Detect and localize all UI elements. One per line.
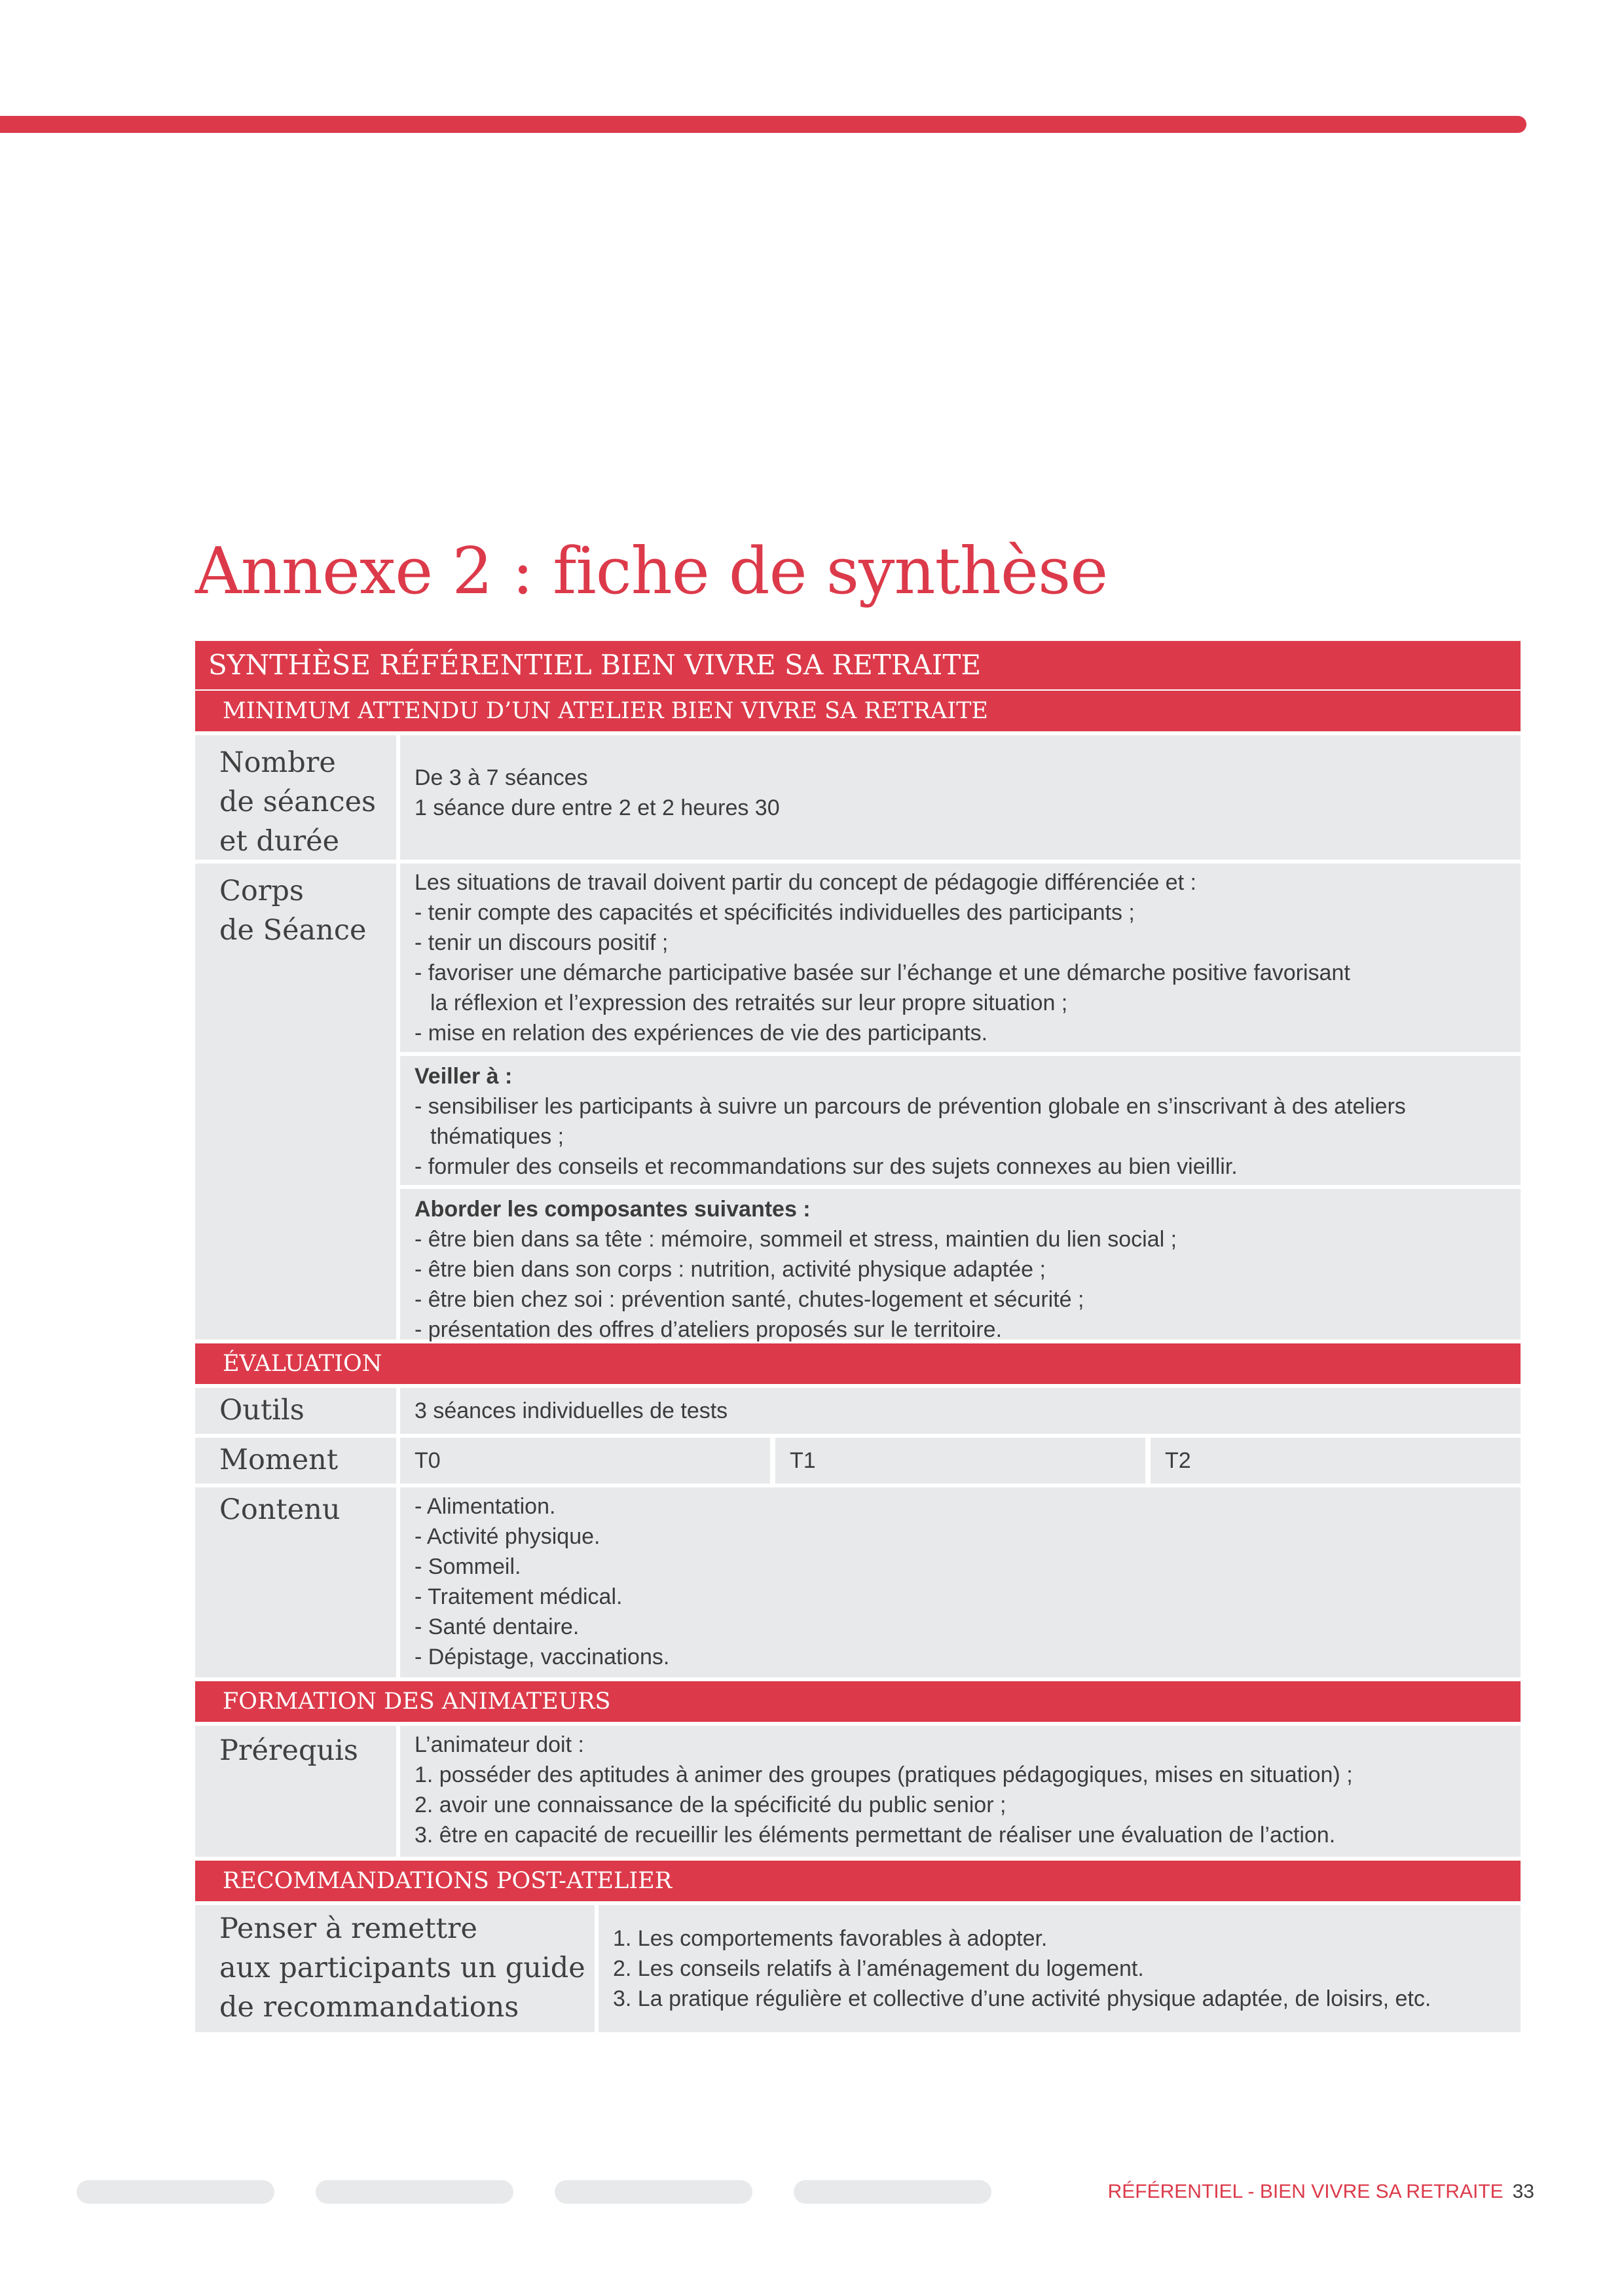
value-line: - formuler des conseils et recommandations sur des sujets connexes au bien vieillir.	[415, 1154, 1238, 1179]
row-value	[599, 1905, 1521, 2032]
footer-title: RÉFÉRENTIEL - BIEN VIVRE SA RETRAITE	[1107, 2181, 1504, 2202]
value-line: 3. être en capacité de recueillir les éléments permettant de réaliser une évaluation de l’action.	[415, 1823, 1336, 1848]
value-line: Les situations de travail doivent partir du concept de pédagogie différenciée et :	[415, 870, 1196, 895]
value-line: - être bien dans sa tête : mémoire, sommeil et stress, maintien du lien social ;	[415, 1227, 1177, 1252]
row-value	[400, 1726, 1521, 1857]
row-label: Outils	[195, 1388, 396, 1434]
value-line: - être bien chez soi : prévention santé, chutes-logement et sécurité ;	[415, 1287, 1084, 1312]
top-accent-bar	[0, 116, 1526, 133]
block-title: Veiller à :	[415, 1064, 513, 1089]
row-nombre-seances	[195, 735, 1521, 860]
value-line: - être bien dans son corps : nutrition, activité physique adaptée ;	[415, 1257, 1046, 1282]
row-label: Moment	[195, 1438, 396, 1484]
moment-t0: T0	[400, 1438, 770, 1484]
value-line: - Traitement médical.	[415, 1584, 623, 1609]
value-line: 1. Les comportements favorables à adopter.	[613, 1926, 1048, 1951]
label-line: Corps	[219, 875, 304, 907]
section-reco-header: RECOMMANDATIONS POST-ATELIER	[195, 1861, 1521, 1901]
value-line: - tenir compte des capacités et spécificités individuelles des participants ;	[415, 900, 1135, 925]
row-label	[195, 735, 396, 860]
row-penser-remettre	[195, 1905, 1521, 2032]
footer	[1108, 2180, 1534, 2204]
row-label: Prérequis	[195, 1726, 396, 1857]
footer-decoration	[77, 2180, 274, 2204]
value-line: - Activité physique.	[415, 1524, 600, 1549]
value-line: 3. La pratique régulière et collective d’une activité physique adaptée, de loisirs, etc.	[613, 1986, 1431, 2011]
value-line: 1. posséder des aptitudes à animer des groupes (pratiques pédagogiques, mises en situation) ;	[415, 1762, 1353, 1787]
value-line: thématiques ;	[430, 1124, 564, 1149]
row-label	[195, 1905, 595, 2032]
value-line: - mise en relation des expériences de vie des participants.	[415, 1021, 988, 1046]
row-label: Contenu	[195, 1487, 396, 1677]
label-line: Nombre	[219, 746, 336, 779]
value-line: De 3 à 7 séances	[415, 765, 588, 790]
moment-values	[400, 1438, 1521, 1484]
value-line: - Sommeil.	[415, 1554, 521, 1579]
value-line: - Alimentation.	[415, 1494, 556, 1519]
section-minimum-header: MINIMUM ATTENDU D’UN ATELIER BIEN VIVRE SA RETRAITE	[195, 691, 1521, 731]
page-title: Annexe 2 : fiche de synthèse	[195, 534, 1108, 609]
footer-decoration	[555, 2180, 752, 2204]
value-line: - favoriser une démarche participative basée sur l’échange et une démarche positive favorisant	[415, 960, 1350, 985]
synthesis-table	[195, 641, 1521, 2032]
value-line: 2. avoir une connaissance de la spécificité du public senior ;	[415, 1793, 1006, 1817]
page-number: 33	[1512, 2181, 1534, 2202]
value-line: la réflexion et l’expression des retraités sur leur propre situation ;	[430, 991, 1068, 1015]
corps-block-aborder	[400, 1189, 1521, 1342]
row-moment	[195, 1438, 1521, 1484]
moment-t2: T2	[1151, 1438, 1521, 1484]
row-corps-seance	[195, 864, 1521, 1342]
row-contenu	[195, 1487, 1521, 1677]
row-value	[400, 735, 1521, 860]
footer-decoration	[794, 2180, 991, 2204]
row-value	[400, 1487, 1521, 1677]
label-line: de recommandations	[219, 1991, 519, 2024]
value-line: - Santé dentaire.	[415, 1614, 580, 1639]
label-line: de Séance	[219, 914, 367, 947]
row-prerequis	[195, 1726, 1521, 1857]
footer-decoration	[316, 2180, 513, 2204]
block-title: Aborder les composantes suivantes :	[415, 1197, 811, 1222]
value-line: - tenir un discours positif ;	[415, 930, 669, 955]
label-line: de séances	[219, 786, 377, 818]
value-line: 1 séance dure entre 2 et 2 heures 30	[415, 795, 780, 820]
section-evaluation-header: ÉVALUATION	[195, 1343, 1521, 1384]
label-line: et durée	[219, 825, 340, 858]
value-line: - Dépistage, vaccinations.	[415, 1645, 670, 1669]
value-line: 2. Les conseils relatifs à l’aménagement du logement.	[613, 1956, 1144, 1981]
value-line: - sensibiliser les participants à suivre un parcours de prévention globale en s’inscrivant à des ateliers	[415, 1094, 1406, 1119]
corps-block-situations	[400, 864, 1521, 1052]
section-formation-header: FORMATION DES ANIMATEURS	[195, 1681, 1521, 1722]
label-line: Penser à remettre	[219, 1912, 477, 1945]
label-line: aux participants un guide	[219, 1952, 585, 1984]
value-line: - présentation des offres d’ateliers proposés sur le territoire.	[415, 1317, 1003, 1342]
row-value: 3 séances individuelles de tests	[400, 1388, 1521, 1434]
table-header: SYNTHÈSE RÉFÉRENTIEL BIEN VIVRE SA RETRAITE	[195, 641, 1521, 689]
row-label	[195, 864, 396, 1339]
row-outils	[195, 1388, 1521, 1434]
value-line: L’animateur doit :	[415, 1732, 584, 1757]
moment-t1: T1	[775, 1438, 1145, 1484]
corps-block-veiller	[400, 1056, 1521, 1185]
